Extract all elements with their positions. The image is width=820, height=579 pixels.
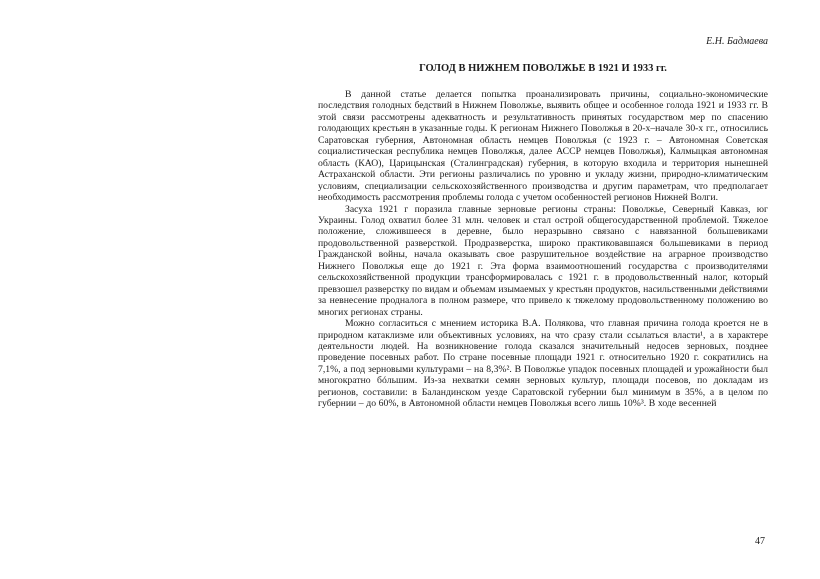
author-byline: Е.Н. Бадмаева <box>706 36 768 47</box>
paragraph: Засуха 1921 г поразила главные зерновые регионы страны: Поволжье, Северный Кавказ, юг Украины. Голод охватил более 31 млн. человек и стал острой общегосударственной проблемой. Тяжелое положение, сложившееся в деревне, было неразрывно связано с навязанной большевиками продовольственной разверсткой. Продразверстка, широко практиковавшаяся большевиками в период Гражданской войны, начала оказывать свое разрушительное воздействие на аграрное производство Нижнего Поволжья еще до 1921 г. Эта форма взаимоотношений государства с производителями сельскохозяйственной продукции трансформировалась с 1921 г. в продовольственный налог, который превзошел разверстку по видам и объемам изымаемых у крестьян продуктов, насильственными действиями за невнесение продналога в полном размере, что привело к тяжелому продовольственному положению во многих регионах страны. <box>318 203 768 318</box>
page-number: 47 <box>755 536 765 547</box>
paragraph: Можно согласиться с мнением историка В.А. Полякова, что главная причина голода кроется не в природном катаклизме или объективных условиях, на что сразу стали ссылаться власти¹, а в характере деятельности людей. На возникновение голода сказался значительный недосев зерновых, позднее проведение посевных работ. По стране посевные площади 1921 г. относительно 1920 г. сократились на 7,1%, а под зерновыми культурами – на 8,3%². В Поволжье упадок посевных площадей и урожайности был многократно бóльшим. Из-за нехватки семян зерновых культур, площади посевов, по докладам из регионов, составили: в Баландинском уезде Саратовской губернии был минимум в 35%, а в целом по губернии – до 60%, в Автономной области немцев Поволжья всего лишь 10%³. В ходе весенней <box>318 318 768 410</box>
article-title: ГОЛОД В НИЖНЕМ ПОВОЛЖЬЕ В 1921 И 1933 гг. <box>419 63 667 74</box>
text-column <box>318 36 768 410</box>
paragraph: В данной статье делается попытка проанализировать причины, социально-экономические последствия голодных бедствий в Нижнем Поволжье, выявить общее и особенное голода 1921 и 1933 гг. В этой связи рассмотрены адекватность и результативность принятых государством мер по спасению голодающих крестьян в указанные годы. К регионам Нижнего Поволжья в 20-х–начале 30-х гг., относились Саратовская губерния, Автономная область немцев Поволжья (с 1923 г. – Автономная Советская социалистическая республика немцев Поволжья, далее АССР немцев Поволжья), Калмыцкая автономная область (КАО), Царицынская (Сталинградская) губерния, в которую входила и территория нынешней Астраханской области. Эти регионы различались по уровню и укладу жизни, природно-климатическим условиям, специализации сельскохозяйственного производства и другим параметрам, что предполагает необходимость рассмотрения проблемы голода с учетом особенностей регионов Нижней Волги. <box>318 89 768 204</box>
article-body <box>318 89 768 410</box>
